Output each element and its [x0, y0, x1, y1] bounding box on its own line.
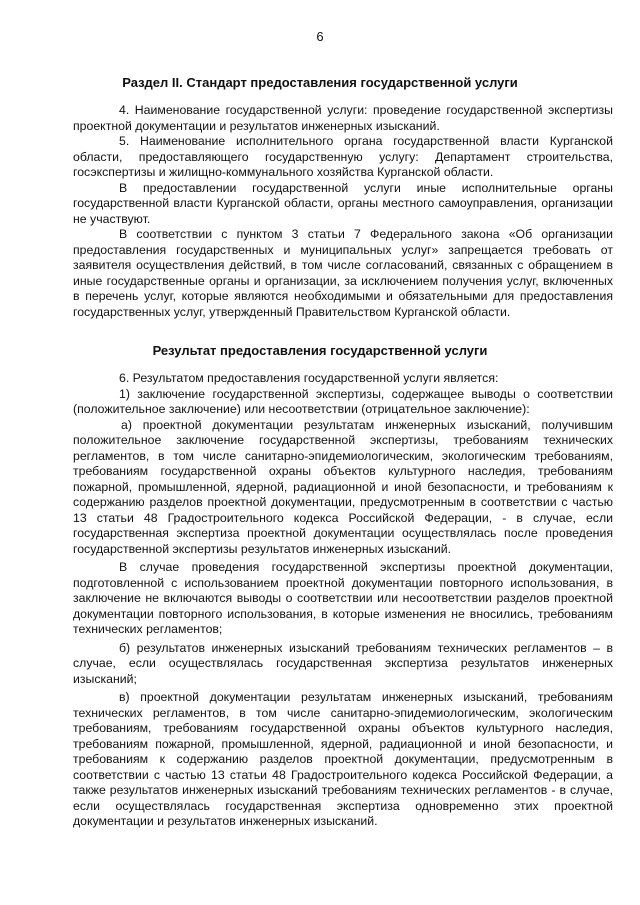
paragraph-federal-law: В соответствии с пунктом 3 статьи 7 Федерального закона «Об организации предоставления государственных и муниципальных услуг» запрещается требовать от заявителя осуществления действий, в том числе согласований, связанных с обращением в иные государственные органы и организации, за исключением получения услуг, включенных в перечень услуг, которые являются необходимыми и обязательными для предоставления государственных услуг, утвержденный Правительством Курганской области. [73, 227, 613, 319]
paragraph-other-bodies: В предоставлении государственной услуги иные исполнительные органы государственной власти Курганской области, органы местного самоуправления, организации не участвуют. [73, 180, 613, 226]
section-body-2 [73, 371, 613, 830]
paragraph-subitem-a: а) проектной документации результатам инженерных изысканий, получившим положительное заключение государственной экспертизы, требованиям технических регламентов, в том числе санитарно-эпидемиологическим, экологическим требованиям, требованиям государственной охраны объектов культурного наследия, требованиям пожарной, промышленной, ядерной, радиационной и иной безопасности, и требованиям к содержанию разделов проектной документации, предусмотренным в соответствии с частью 13 статьи 48 Градостроительного кодекса Российской Федерации, - в случае, если государственная экспертиза проектной документации осуществлялась после проведения государственной экспертизы результатов инженерных изысканий. [73, 417, 613, 556]
section-heading: Раздел II. Стандарт предоставления государственной услуги [122, 75, 518, 90]
paragraph-item-4: 4. Наименование государственной услуги: проведение государственной экспертизы проектной документации и результатов инженерных изысканий. [73, 103, 613, 133]
section-body-1 [73, 103, 613, 320]
paragraph-reuse-case: В случае проведения государственной экспертизы проектной документации, подготовленной с использованием проектной документации повторного использования, в заключение не включаются выводы о соответствии или несоответствии разделов проектной документации повторного использования, в которые изменения не вносились, требованиям технических регламентов; [73, 560, 613, 636]
paragraph-subitem-1: 1) заключение государственной экспертизы, содержащее выводы о соответствии (положительное заключение) или несоответствии (отрицательное заключение): [73, 386, 613, 416]
paragraph-item-5: 5. Наименование исполнительного органа государственной власти Курганской области, предоставляющего государственную услугу: Департамент строительства, госэкспертизы и жилищно-коммунального хозяйства Курганской области. [73, 134, 613, 179]
paragraph-subitem-b: б) результатов инженерных изысканий требованиям технических регламентов – в случае, если осуществлялась государственная экспертиза результатов инженерных изысканий; [73, 640, 613, 686]
result-heading: Результат предоставления государственной услуги [152, 343, 488, 358]
paragraph-subitem-v: в) проектной документации результатам инженерных изысканий, требованиям технических регламентов, в том числе санитарно-эпидемиологическим, экологическим требованиям, требованиям государственной охраны объектов культурного наследия, требованиям пожарной, промышленной, ядерной, радиационной и иной безопасности, и требованиям к содержанию разделов проектной документации, предусмотренным в соответствии с частью 13 статьи 48 Градостроительного кодекса Российской Федерации, а также результатов инженерных изысканий требованиям технических регламентов - в случае, если осуществлялась государственная экспертиза одновременно этих проектной документации и результатов инженерных изысканий. [73, 690, 613, 828]
page-number: 6 [316, 29, 324, 44]
paragraph-item-6: 6. Результатом предоставления государственной услуги является: [119, 371, 499, 385]
